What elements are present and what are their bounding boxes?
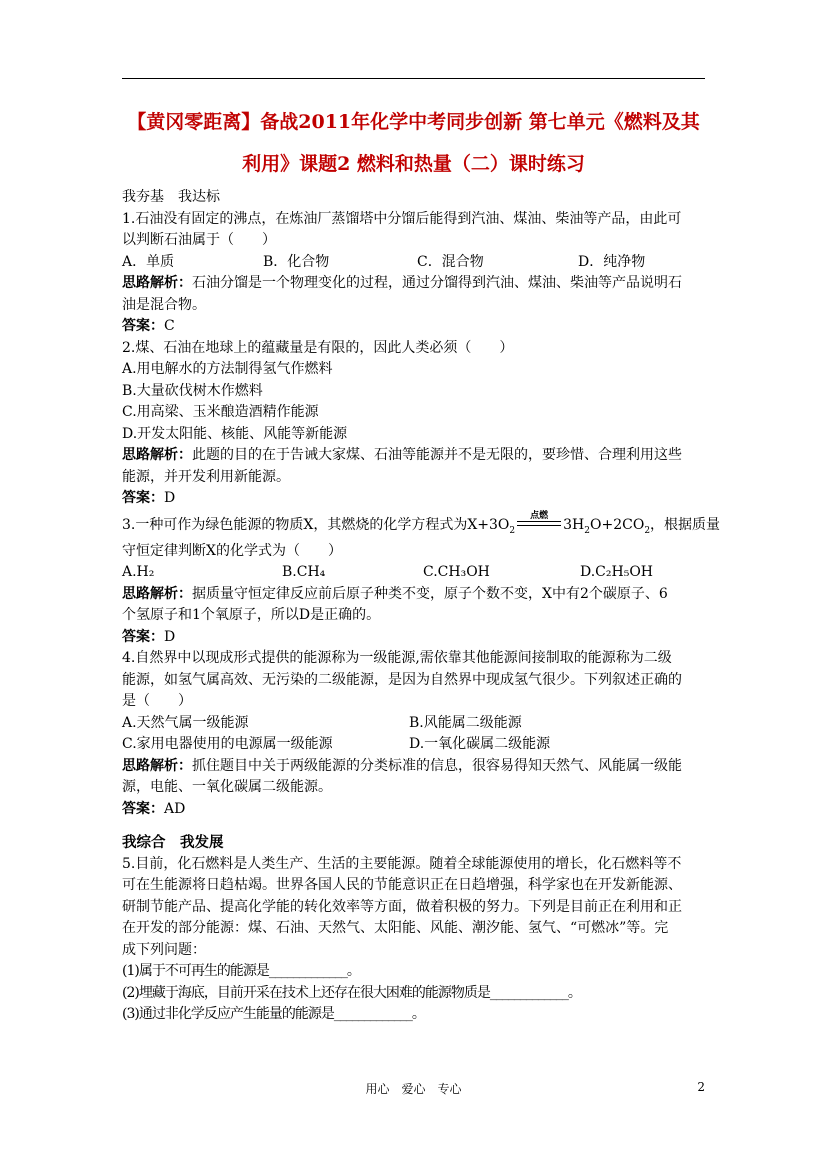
question-stem: 以判断石油属于（ ）	[122, 232, 276, 248]
option: C．混合物	[417, 253, 484, 270]
option: D.开发太阳能、核能、风能等新能源	[122, 425, 348, 442]
option: D.一氧化碳属二级能源	[409, 736, 551, 752]
option: A.天然气属一级能源	[122, 714, 249, 731]
answer: 答案：D	[122, 628, 176, 645]
analysis: 油是混合物。	[122, 296, 206, 313]
question-stem: 研制节能产品、提高化学能的转化效率等方面，做着积极的努力。下列是目前正在利用和正	[122, 898, 682, 915]
options-row	[122, 713, 705, 735]
option: A.用电解水的方法制得氢气作燃料	[122, 361, 333, 377]
options-row	[122, 252, 705, 274]
footer-motto: 用心 爱心 专心	[365, 1082, 462, 1096]
sub-question: (2)埋藏于海底，目前开采在技术上还存在很大困难的能源物质是_____________。	[122, 984, 581, 1001]
answer: 答案：AD	[122, 800, 186, 817]
analysis: 思路解析：石油分馏是一个物理变化的过程，通过分馏得到汽油、煤油、柴油等产品说明石	[122, 275, 682, 291]
analysis: 思路解析：据质量守恒定律反应前后原子种类不变，原子个数不变，X中有2个碳原子、6	[122, 585, 668, 602]
option: C.CH₃OH	[423, 564, 490, 580]
question-stem: 是（ ）	[122, 693, 192, 709]
analysis: 能源，并开发利用新能源。	[122, 468, 290, 485]
question-stem: 可在生能源将日趋枯竭。世界各国人民的节能意识正在日趋增强，科学家也在开发新能源、	[122, 877, 682, 893]
question-stem: 成下列问题：	[122, 941, 206, 958]
question-stem: 在开发的部分能源：煤、石油、天然气、太阳能、风能、潮汐能、氢气、“可燃冰”等。完	[122, 920, 669, 936]
document-body	[122, 187, 721, 1026]
page-number: 2	[697, 1080, 705, 1094]
question-stem-equation: 3.一种可作为绿色能源的物质X，其燃烧的化学方程式为$X+3O_2$ 点燃 $3H_2O+2CO_2$，根据质量	[122, 511, 721, 536]
options-row	[122, 562, 705, 584]
question-stem: 能源，如氢气属高效、无污染的二级能源，是因为自然界中现成氢气很少。下列叙述正确的	[122, 671, 682, 688]
answer: 答案：D	[122, 490, 176, 506]
analysis: 思路解析：抓住题目中关于两级能源的分类标准的信息，很容易得知天然气、风能属一级能	[122, 757, 682, 774]
option: C.用高梁、玉米酿造酒精作能源	[122, 404, 319, 420]
question-stem: 4.自然界中以现成形式提供的能源称为一级能源,需依靠其他能源间接制取的能源称为二级	[122, 650, 672, 666]
option: C.家用电器使用的电源属一级能源	[122, 736, 333, 752]
options-row	[122, 734, 705, 756]
analysis: 个氢原子和1个氧原子，所以D是正确的。	[122, 607, 381, 623]
option: B.大量砍伐树木作燃料	[122, 382, 263, 399]
option: B.风能属二级能源	[409, 714, 522, 731]
question-stem: 5.目前，化石燃料是人类生产、生活的主要能源。随着全球能源使用的增长，化石燃料等不	[122, 855, 682, 872]
sub-question: (3)通过非化学反应产生能量的能源是_____________。	[122, 1006, 425, 1022]
header-rule	[122, 78, 705, 79]
question-stem: 守恒定律判断X的化学式为（ ）	[122, 542, 342, 559]
section-heading: 我综合 我发展	[122, 834, 224, 851]
question-stem: 1.石油没有固定的沸点，在炼油厂蒸馏塔中分馏后能得到汽油、煤油、柴油等产品，由此可	[122, 210, 682, 227]
option: B.CH₄	[282, 564, 326, 580]
document-title-line2: 利用》课题2 燃料和热量（二）课时练习	[242, 153, 585, 175]
sub-question: (1)属于不可再生的能源是_____________。	[122, 963, 360, 979]
analysis: 思路解析：此题的目的在于告诫大家煤、石油等能源并不是无限的，要珍惜、合理利用这些	[122, 447, 682, 463]
document-title-line1: 【黄冈零距离】备战2011年化学中考同步创新 第七单元《燃料及其	[127, 111, 700, 133]
option: A．单质	[122, 253, 175, 270]
option: D.C₂H₅OH	[580, 564, 654, 580]
answer: 答案：C	[122, 318, 175, 334]
section-heading: 我夯基 我达标	[122, 189, 220, 205]
reaction-arrow: 点燃	[517, 511, 561, 526]
question-stem: 2.煤、石油在地球上的蕴藏量是有限的，因此人类必须（ ）	[122, 339, 514, 356]
option: A.H₂	[122, 564, 155, 580]
analysis: 源，电能、一氧化碳属二级能源。	[122, 779, 332, 795]
option: D．纯净物	[578, 253, 646, 270]
option: B．化合物	[263, 253, 330, 270]
